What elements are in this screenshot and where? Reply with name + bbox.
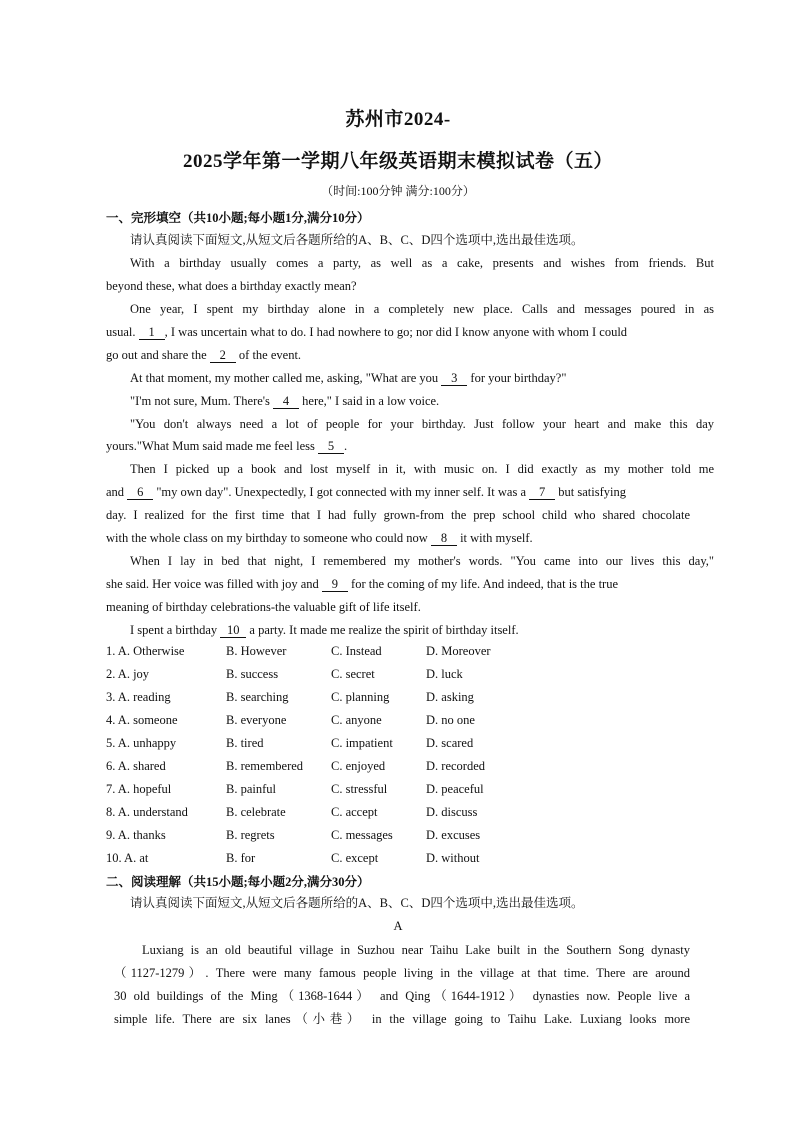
option-choice: B. remembered	[226, 759, 304, 773]
cloze-p2-line2	[106, 324, 690, 340]
option-row	[106, 851, 690, 867]
option-choice: 4. A. someone	[106, 713, 178, 727]
option-choice: D. discuss	[426, 805, 478, 819]
option-choice: 6. A. shared	[106, 759, 166, 773]
option-row	[106, 805, 690, 821]
option-row	[106, 644, 690, 660]
section1-heading: 一、完形填空（共10小题;每小题1分,满分10分）	[106, 211, 370, 225]
option-choice: D. peaceful	[426, 782, 484, 796]
text-segment: with the whole class on my birthday to someone who could now	[106, 531, 431, 545]
option-choice: B. regrets	[226, 828, 275, 842]
cloze-p7-line3: meaning of birthday celebrations-the valuable gift of life itself.	[106, 600, 421, 614]
option-choice: 10. A. at	[106, 851, 149, 865]
cloze-blank-4: 4	[273, 395, 299, 409]
section2-instruction: 请认真阅读下面短文,从短文后各题所给的A、B、C、D四个选项中,选出最佳选项。	[130, 896, 584, 910]
option-choice: D. recorded	[426, 759, 485, 773]
option-choice: 2. A. joy	[106, 667, 150, 681]
option-choice: B. success	[226, 667, 279, 681]
option-choice: 3. A. reading	[106, 690, 171, 704]
option-choice: B. celebrate	[226, 805, 286, 819]
text-segment: usual.	[106, 325, 139, 339]
option-choice: D. Moreover	[426, 644, 491, 658]
cloze-blank-8: 8	[431, 532, 457, 546]
option-choice: D. no one	[426, 713, 475, 727]
cloze-blank-10: 10	[220, 624, 246, 638]
cloze-p6-line4	[106, 530, 690, 546]
cloze-blank-7: 7	[529, 486, 555, 500]
cloze-p1-line2: beyond these, what does a birthday exactly mean?	[106, 279, 357, 293]
option-row	[106, 782, 690, 798]
option-choice: D. scared	[426, 736, 474, 750]
option-choice: D. without	[426, 851, 480, 865]
cloze-p4	[106, 393, 714, 409]
section2-heading: 二、阅读理解（共15小题;每小题2分,满分30分）	[106, 875, 370, 889]
cloze-p6-line2	[106, 484, 690, 500]
passage-label: A	[393, 919, 403, 933]
option-row	[106, 690, 690, 706]
cloze-p2-line3	[106, 347, 690, 363]
cloze-blank-5: 5	[318, 440, 344, 454]
text-segment: for your birthday?"	[467, 371, 567, 385]
exam-title-line1: 苏州市2024-	[345, 109, 451, 130]
option-row	[106, 736, 690, 752]
cloze-p2-line1: One year, I spent my birthday alone in a completely new place. Calls and messages poured in as	[130, 302, 714, 316]
text-segment: but satisfying	[555, 485, 626, 499]
exam-title-line2: 2025学年第一学期八年级英语期末模拟试卷（五）	[182, 151, 613, 172]
text-segment: she said. Her voice was filled with joy and	[106, 577, 322, 591]
passage-a-line4: simple life. There are six lanes（小巷） in the village going to Taihu Lake. Luxiang looks more	[114, 1012, 690, 1026]
cloze-p8	[106, 622, 714, 638]
cloze-p7-line1: When I lay in bed that night, I remembered my mother's words. "You came into our lives this day,"	[130, 554, 714, 568]
text-segment: At that moment, my mother called me, asking, "What are you	[130, 371, 442, 385]
option-choice: B. tired	[226, 736, 264, 750]
option-choice: 5. A. unhappy	[106, 736, 177, 750]
passage-a-line1: Luxiang is an old beautiful village in Suzhou near Taihu Lake built in the Southern Song dynasty	[142, 943, 690, 957]
option-choice: C. stressful	[331, 782, 388, 796]
option-choice: C. enjoyed	[331, 759, 386, 773]
option-row	[106, 828, 690, 844]
option-choice: C. secret	[331, 667, 375, 681]
passage-a-line3: 30 old buildings of the Ming（1368-1644） and Qing（1644-1912） dynasties now. People live a	[114, 989, 690, 1003]
cloze-p6-line3: day. I realized for the first time that I had fully grown-from the prep school child who shared chocolate	[106, 508, 690, 522]
passage-a-line2: （1127-1279）. There were many famous people living in the village at that time. There are around	[114, 966, 690, 980]
option-choice: B. searching	[226, 690, 289, 704]
cloze-blank-6: 6	[127, 486, 153, 500]
text-segment: "I'm not sure, Mum. There's	[130, 394, 274, 408]
text-segment: , I was uncertain what to do. I had nowhere to go; nor did I know anyone with whom I could	[164, 325, 628, 339]
option-choice: C. anyone	[331, 713, 382, 727]
cloze-p7-line2	[106, 576, 690, 592]
section1-instruction: 请认真阅读下面短文,从短文后各题所给的A、B、C、D四个选项中,选出最佳选项。	[130, 233, 584, 247]
text-segment: of the event.	[235, 348, 302, 362]
cloze-p3	[106, 370, 714, 386]
text-segment: .	[344, 439, 348, 453]
text-segment: it with myself.	[456, 531, 533, 545]
text-segment: here," I said in a low voice.	[299, 394, 440, 408]
cloze-blank-1: 1	[139, 326, 165, 340]
option-choice: C. accept	[331, 805, 378, 819]
option-choice: C. messages	[331, 828, 393, 842]
option-choice: C. planning	[331, 690, 390, 704]
text-segment: I spent a birthday	[130, 623, 221, 637]
text-segment: "my own day". Unexpectedly, I got connected with my inner self. It was a	[153, 485, 530, 499]
cloze-p6-line1: Then I picked up a book and lost myself in it, with music on. I did exactly as my mother told me	[130, 462, 714, 476]
option-choice: B. painful	[226, 782, 276, 796]
option-row	[106, 759, 690, 775]
option-choice: D. excuses	[426, 828, 481, 842]
option-choice: D. luck	[426, 667, 463, 681]
text-segment: go out and share the	[106, 348, 210, 362]
exam-subtitle: （时间:100分钟 满分:100分）	[321, 184, 475, 198]
cloze-p5-line2	[106, 438, 690, 454]
option-choice: 8. A. understand	[106, 805, 188, 819]
option-choice: B. everyone	[226, 713, 287, 727]
cloze-blank-3: 3	[441, 372, 467, 386]
cloze-p1-line1: With a birthday usually comes a party, as well as a cake, presents and wishes from friends. But	[130, 256, 714, 270]
option-choice: C. Instead	[331, 644, 382, 658]
option-choice: 9. A. thanks	[106, 828, 166, 842]
option-choice: D. asking	[426, 690, 474, 704]
text-segment: a party. It made me realize the spirit of birthday itself.	[246, 623, 519, 637]
option-choice: 1. A. Otherwise	[106, 644, 185, 658]
cloze-blank-2: 2	[210, 349, 236, 363]
option-choice: B. However	[226, 644, 287, 658]
option-row	[106, 667, 690, 683]
cloze-blank-9: 9	[322, 578, 348, 592]
text-segment: and	[106, 485, 128, 499]
option-choice: B. for	[226, 851, 256, 865]
text-segment: for the coming of my life. And indeed, that is the true	[347, 577, 618, 591]
cloze-p5-line1: "You don't always need a lot of people for your birthday. Just follow your heart and make this day	[130, 417, 714, 431]
option-choice: C. impatient	[331, 736, 393, 750]
option-row	[106, 713, 690, 729]
text-segment: yours."What Mum said made me feel less	[106, 439, 318, 453]
option-choice: C. except	[331, 851, 379, 865]
option-choice: 7. A. hopeful	[106, 782, 172, 796]
